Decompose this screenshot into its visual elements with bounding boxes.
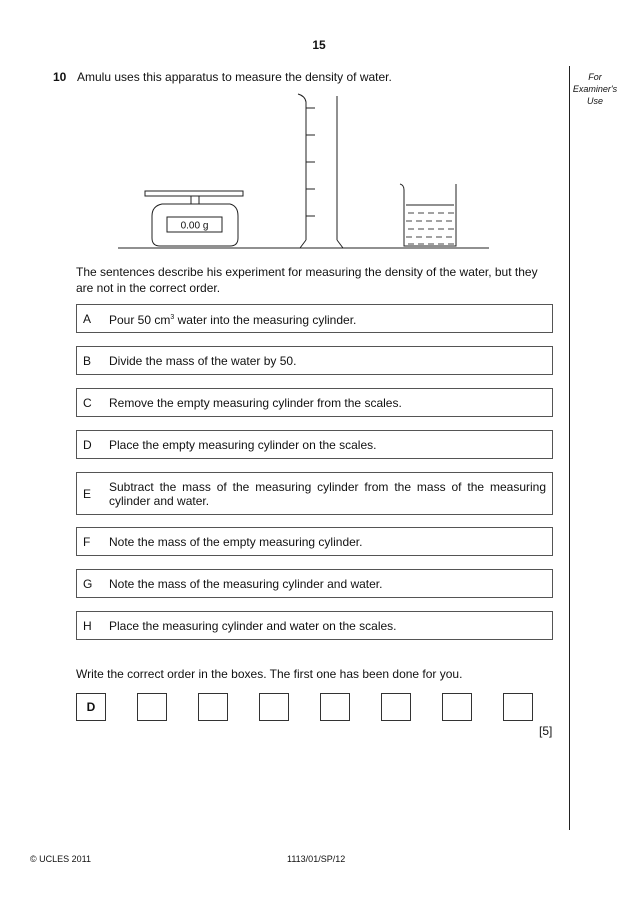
statement-c: C Remove the empty measuring cylinder from the scales.: [76, 388, 553, 417]
statement-b: B Divide the mass of the water by 50.: [76, 346, 553, 375]
order-box-7[interactable]: [442, 693, 472, 721]
order-box-8[interactable]: [503, 693, 533, 721]
examiner-margin-line: [569, 66, 570, 830]
statement-h: H Place the measuring cylinder and water on the scales.: [76, 611, 553, 640]
statement-letter: D: [83, 437, 92, 452]
order-box-5[interactable]: [320, 693, 350, 721]
apparatus-diagram: [110, 88, 500, 253]
footer-copyright: © UCLES 2011: [30, 854, 91, 864]
examiner-use-label: For Examiner's Use: [572, 72, 618, 106]
statement-letter: C: [83, 395, 92, 410]
footer-code: 1113/01/SP/12: [287, 854, 346, 864]
statement-letter: E: [83, 486, 92, 501]
order-box-2[interactable]: [137, 693, 167, 721]
order-instruction: Write the correct order in the boxes. The first one has been done for you.: [76, 667, 463, 681]
question-number: 10: [53, 70, 67, 84]
intro-text: The sentences describe his experiment for measuring the density of the water, but they are not in the correct order.: [76, 265, 538, 295]
beaker-of-water: [400, 184, 456, 246]
order-box-3[interactable]: [198, 693, 228, 721]
order-box-6[interactable]: [381, 693, 411, 721]
page-number: 15: [312, 38, 326, 52]
statement-letter: F: [83, 534, 91, 549]
scale-reading: 0.00 g: [180, 220, 209, 232]
order-box-4[interactable]: [259, 693, 289, 721]
statement-g: G Note the mass of the measuring cylinder and water.: [76, 569, 553, 598]
statement-f: F Note the mass of the empty measuring cylinder.: [76, 527, 553, 556]
order-box-1: D: [76, 693, 106, 721]
marks-label: [5]: [539, 724, 553, 738]
statement-letter: G: [83, 576, 93, 591]
question-text: Amulu uses this apparatus to measure the density of water.: [77, 70, 392, 84]
scales: [145, 191, 243, 246]
statement-letter: A: [83, 311, 92, 326]
statement-d: D Place the empty measuring cylinder on the scales.: [76, 430, 553, 459]
statement-letter: H: [83, 618, 92, 633]
statement-letter: B: [83, 353, 92, 368]
measuring-cylinder: [298, 94, 343, 248]
statement-a: A Pour 50 $cm^3$ water into the measuring cylinder.: [76, 304, 553, 333]
statement-e: E Subtract the mass of the measuring cylinder from the mass of the measuring cylinder and water.: [76, 472, 553, 515]
